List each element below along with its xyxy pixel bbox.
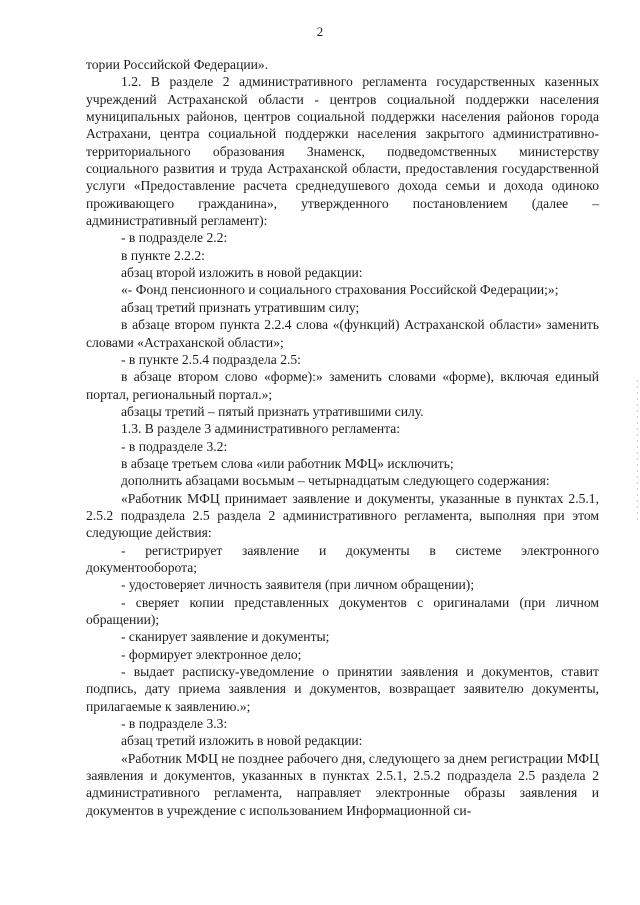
paragraph: абзац третий изложить в новой редакции: <box>121 733 363 749</box>
paragraph: - в подразделе 2.2: <box>121 230 228 246</box>
paragraph: абзацы третий – пятый признать утратившими силу. <box>121 403 424 419</box>
paragraph: - сканирует заявление и документы; <box>121 629 330 645</box>
paragraph: - в подразделе 3.2: <box>121 438 228 454</box>
paragraph: «Работник МФЦ не позднее рабочего дня, следующего за днем регистрации МФЦ заявления и документов, указанных в пунктах 2.5.1, 2.5.2 подраздела 2.5 раздела 2 административного регламента, направляет электронные образы заявления и документов в учреждение с использованием Информационной си- <box>86 750 599 818</box>
paragraph: в абзаце третьем слова «или работник МФЦ» исключить; <box>121 455 454 471</box>
page-number: 2 <box>316 24 324 39</box>
paragraph: - сверяет копии представленных документов с оригиналами (при личном обращении); <box>86 594 599 627</box>
scan-margin-artifact <box>637 380 638 520</box>
paragraph: 1.3. В разделе 3 административного регламента: <box>121 421 401 437</box>
paragraph: - удостоверяет личность заявителя (при личном обращении); <box>121 577 475 593</box>
paragraph: «Работник МФЦ принимает заявление и документы, указанные в пунктах 2.5.1, 2.5.2 подраздела 2.5 раздела 2 административного регламента, выполняя при этом следующие действия: <box>86 490 599 541</box>
paragraph: в абзаце втором пункта 2.2.4 слова «(функций) Астраханской области» заменить словами «Астраханской области»; <box>86 317 599 350</box>
paragraph: - формирует электронное дело; <box>121 646 302 662</box>
paragraph: - в пункте 2.5.4 подраздела 2.5: <box>121 351 301 367</box>
paragraph: дополнить абзацами восьмым – четырнадцатым следующего содержания: <box>121 473 550 489</box>
paragraph: - выдает расписку-уведомление о принятии заявления и документов, ставит подпись, дату приема заявления и документов, возвращает заявителю документы, прилагаемые к заявлению.»; <box>86 664 599 714</box>
paragraph: 1.2. В разделе 2 административного регламента государственных казенных учреждений Астраханской области - центров социальной поддержки населения муниципальных районов, центров социальной поддержки населения районов города Астрахани, центра социальной поддержки населения закрытого административно-территориального образования Знаменск, подведомственных министерству социального развития и труда Астраханской области, предоставления государственной услуги «Предоставление расчета среднедушевого дохода семьи и дохода одиноко проживающего гражданина», утвержденного постановлением (далее – административный регламент): <box>86 74 599 229</box>
paragraph: в абзаце втором слово «форме):» заменить словами «форме), включая единый портал, региональный портал.»; <box>86 369 599 402</box>
paragraph: тории Российской Федерации». <box>86 57 269 72</box>
document-body <box>86 56 599 819</box>
paragraph: - регистрирует заявление и документы в системе электронного документооборота; <box>86 542 599 575</box>
paragraph: абзац второй изложить в новой редакции: <box>121 265 363 281</box>
paragraph: «- Фонд пенсионного и социального страхования Российской Федерации;»; <box>121 282 559 298</box>
paragraph: в пункте 2.2.2: <box>121 247 205 263</box>
paragraph: - в подразделе 3.3: <box>121 716 228 732</box>
paragraph: абзац третий признать утратившим силу; <box>121 299 360 315</box>
